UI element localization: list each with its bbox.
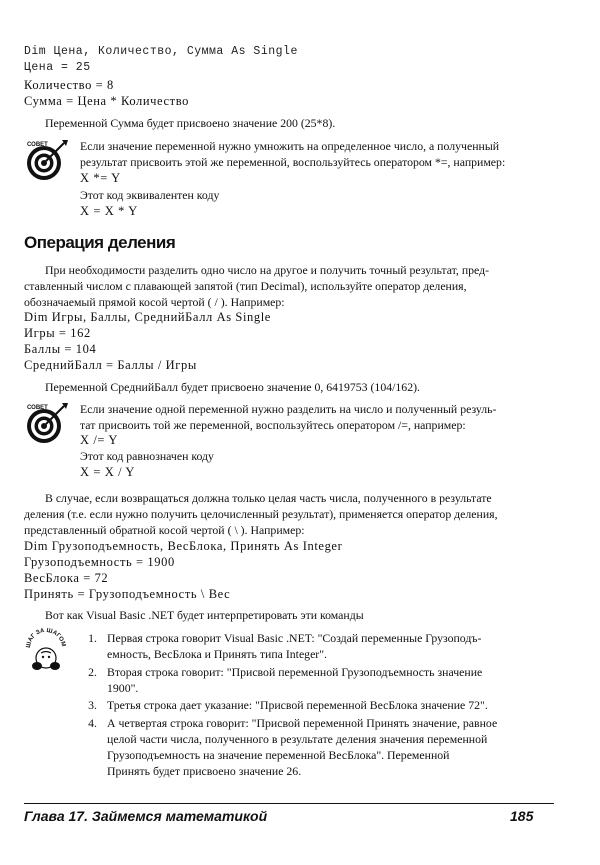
code-line: СреднийБалл = Баллы / Игры [24, 358, 197, 372]
paragraph: Вот как Visual Basic .NET будет интерпретировать эти команды [45, 608, 364, 622]
tip-code: X *= Y [80, 171, 121, 185]
tip-text: результат присвоить этой же переменной, воспользуйтесь оператором *=, например: [80, 155, 506, 169]
paragraph: представленный обратной косой чертой ( \ ). Например: [24, 523, 305, 537]
tip-badge: СОВЕТ [27, 142, 48, 148]
footprints-icon [24, 628, 68, 676]
section-heading: Операция деления [24, 233, 176, 252]
code-line: ВесБлока = 72 [24, 571, 109, 585]
list-item [107, 664, 547, 696]
step-line: Грузоподъемность на значение переменной ВесБлока". Переменной [107, 748, 450, 762]
step-line: 1900". [107, 681, 139, 695]
page-number: 185 [510, 808, 534, 824]
step-number: 3. [88, 698, 97, 712]
step-number: 4. [88, 716, 97, 730]
chapter-title: Глава 17. Займемся математикой [24, 808, 268, 824]
tip-text: Этот код эквивалентен коду [80, 188, 220, 202]
paragraph: ставленный числом с плавающей запятой (тип Decimal), используйте оператор деления, [24, 279, 467, 293]
list-item [107, 715, 547, 779]
step-number: 2. [88, 665, 97, 679]
code-line: Цена = 25 [24, 61, 91, 74]
target-icon [24, 138, 70, 182]
step-line: А четвертая строка говорит: "Присвой переменной Принять значение, равное [107, 716, 498, 730]
code-line: Игры = 162 [24, 326, 91, 340]
tip-text: Этот код равнозначен коду [80, 449, 214, 463]
code-line: Dim Цена, Количество, Сумма As Single [24, 45, 298, 58]
code-line: Принять = Грузоподъемность \ Вес [24, 587, 231, 601]
step-line: Третья строка дает указание: "Присвой переменной ВесБлока значение 72". [107, 698, 488, 712]
list-item [107, 697, 547, 713]
paragraph: При необходимости разделить одно число на другое и получить точный результат, пред- [45, 263, 490, 277]
paragraph: Переменной Сумма будет присвоено значение 200 (25*8). [45, 116, 336, 130]
footer-rule [24, 803, 554, 804]
target-icon [24, 401, 70, 445]
code-line: Количество = 8 [24, 78, 114, 92]
step-line: Вторая строка говорит: "Присвой переменной Грузоподъемность значение [107, 665, 483, 679]
code-line: Баллы = 104 [24, 342, 97, 356]
code-line: Dim Грузоподъемность, ВесБлока, Принять As Integer [24, 539, 343, 553]
paragraph: В случае, если возвращаться должна только целая часть числа, полученного в результате [45, 491, 492, 505]
code-line: Сумма = Цена * Количество [24, 94, 189, 108]
step-line: Принять будет присвоено значение 26. [107, 764, 302, 778]
list-item [107, 630, 547, 662]
tip-text: тат присвоить той же переменной, воспользуйтесь оператором /=, например: [80, 418, 466, 432]
code-line: Dim Игры, Баллы, СреднийБалл As Single [24, 310, 271, 324]
tip-code: X = X / Y [80, 465, 136, 479]
svg-text:ШАГ ЗА ШАГОМ [26, 628, 66, 648]
tip-text: Если значение переменной нужно умножить на определенное число, а полученный [80, 139, 500, 153]
code-line: Грузоподъемность = 1900 [24, 555, 175, 569]
tip-badge: СОВЕТ [27, 405, 48, 411]
step-line: целой части числа, полученного в результате деления значения переменной [107, 732, 488, 746]
steps-badge: ШАГ ЗА ШАГОМ [25, 628, 67, 649]
paragraph: Переменной СреднийБалл будет присвоено значение 0, 6419753 (104/162). [45, 380, 420, 394]
tip-text: Если значение одной переменной нужно разделить на число и полученный резуль- [80, 402, 497, 416]
tip-code: X = X * Y [80, 204, 138, 218]
step-line: емность, ВесБлока и Принять типа Integer". [107, 647, 328, 661]
step-line: Первая строка говорит Visual Basic .NET: "Создай переменные Грузоподъ- [107, 631, 482, 645]
step-number: 1. [88, 631, 97, 645]
tip-code: X /= Y [80, 433, 118, 447]
paragraph: обозначаемый прямой косой чертой ( / ). Например: [24, 295, 285, 309]
paragraph: деления (т.е. если нужно получить целочисленный результат), применяется оператор деления, [24, 507, 498, 521]
